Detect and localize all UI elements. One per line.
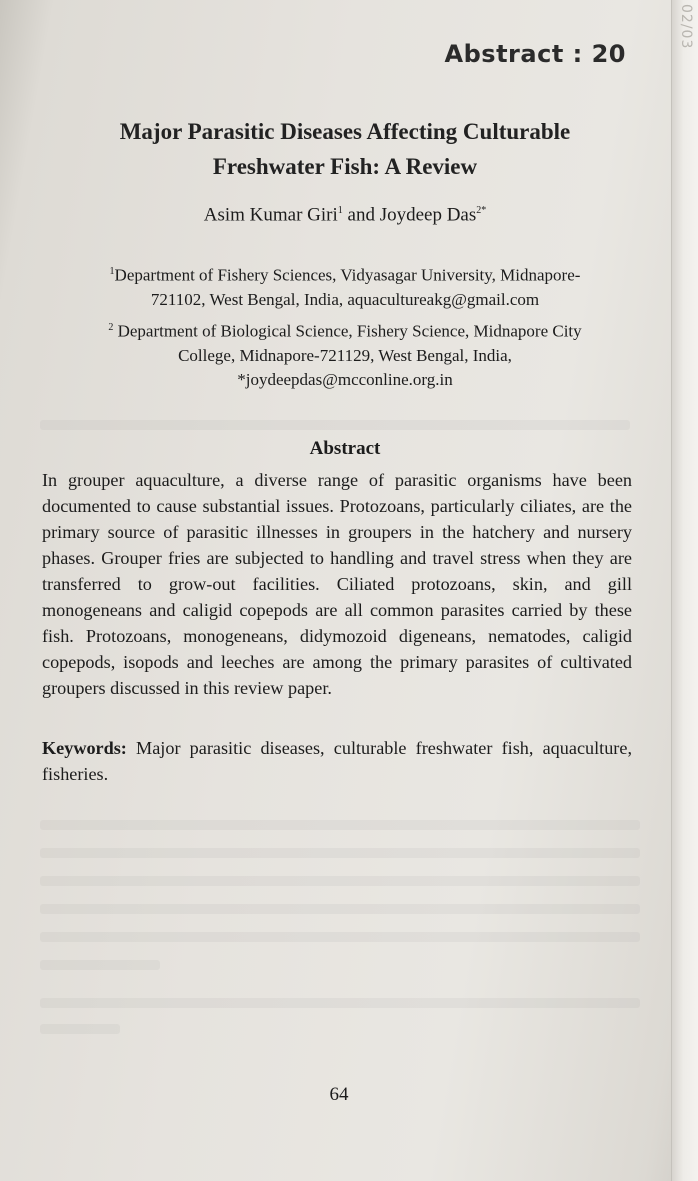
page-number: 64 — [329, 1084, 349, 1105]
bleed-through-text — [40, 820, 640, 830]
bleed-through-text — [40, 848, 640, 858]
author-conjunction: and — [342, 204, 380, 226]
affiliation-2-line-1: Department of Biological Science, Fishery Science, Midnapore City — [113, 321, 582, 341]
affiliation-2-mark: 2 — [108, 322, 114, 333]
side-stamp: 02/03 — [678, 4, 694, 50]
abstract-body: In grouper aquaculture, a diverse range of parasitic organisms have been documented to cause substantial issues. Protozoans, particularly ciliates, are the primary source of parasitic illnesses in groupers in the hatchery and nursery phases. Grouper fries are subjected to handling and travel stress when they are transferred to grow-out facilities. Ciliated protozoans, skin, and gill monogeneans and caligid copepods are all common parasites carried by these fish. Protozoans, monogeneans, didymozoid digeneans, nematodes, caligid copepods, isopods and leeches are among the primary parasites of cultivated groupers discussed in this review paper. — [42, 470, 632, 698]
author-2: Joydeep Das — [379, 204, 477, 226]
author-2-affiliation-mark: 2* — [476, 205, 487, 216]
abstract-number-label: Abstract : 20 — [444, 40, 626, 68]
page-edge — [671, 0, 698, 1181]
keywords-label: Keywords: — [42, 738, 127, 758]
affiliation-2-line-3: *joydeepdas@mcconline.org.in — [237, 369, 453, 389]
author-list — [40, 196, 650, 230]
affiliation-1-line-1: Department of Fishery Sciences, Vidyasagar University, Midnapore- — [114, 265, 581, 285]
author-1-affiliation-mark: 1 — [337, 205, 343, 216]
affiliation-1-line-2: 721102, West Bengal, India, aquacultureakg@gmail.com — [150, 289, 540, 309]
title-line-2: Freshwater Fish: A Review — [212, 154, 478, 179]
affiliation-1-mark: 1 — [109, 266, 115, 277]
bleed-through-text — [40, 932, 640, 942]
bleed-through-text — [40, 998, 640, 1008]
bleed-through-text — [40, 904, 640, 914]
bleed-through-text — [40, 420, 630, 430]
bleed-through-text — [40, 876, 640, 886]
affiliation-1 — [50, 260, 640, 312]
author-1: Asim Kumar Giri — [203, 204, 338, 226]
abstract-heading: Abstract — [309, 438, 381, 459]
title-line-1: Major Parasitic Diseases Affecting Culturable — [119, 119, 571, 144]
keywords-paragraph — [42, 735, 632, 787]
paper-title — [40, 114, 650, 184]
affiliation-2 — [50, 316, 640, 392]
bleed-through-text — [40, 960, 160, 970]
bleed-through-text — [40, 1024, 120, 1034]
keywords-text: Major parasitic diseases, culturable freshwater fish, aquaculture, fisheries. — [42, 738, 632, 784]
affiliation-2-line-2: College, Midnapore-721129, West Bengal, India, — [178, 345, 512, 365]
